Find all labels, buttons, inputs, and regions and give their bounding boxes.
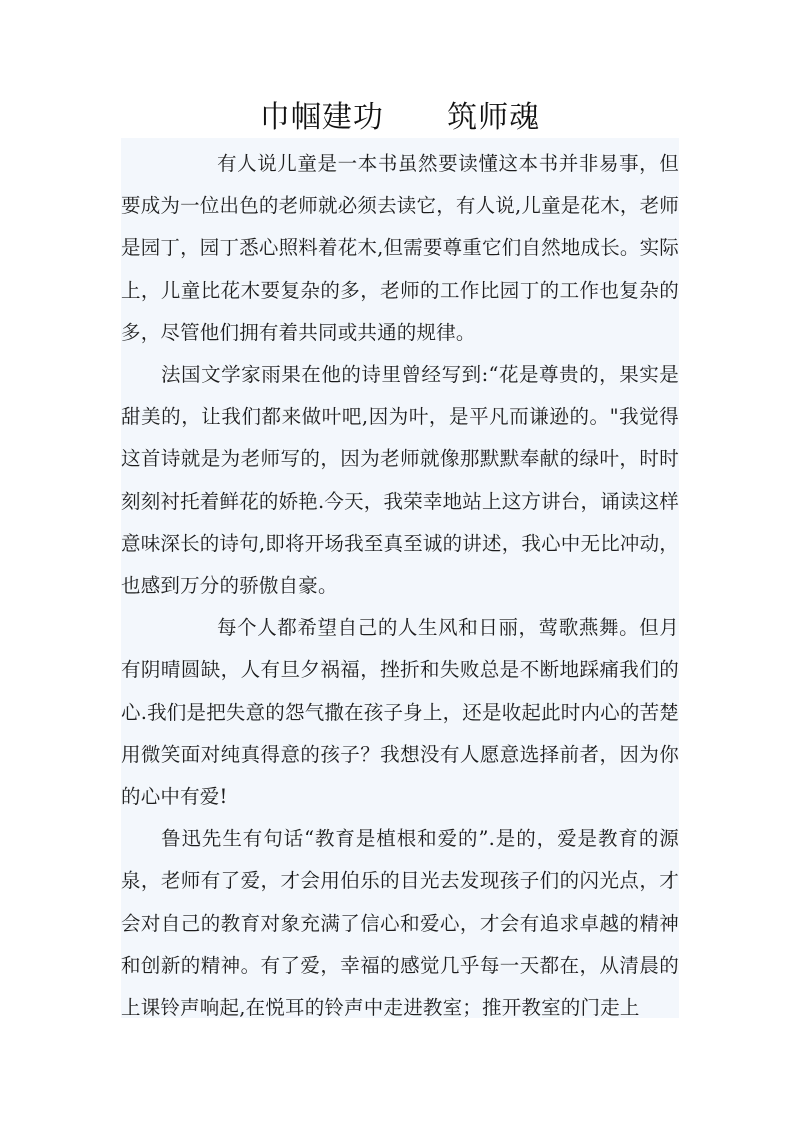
paragraph-2: 法国文学家雨果在他的诗里曾经写到:“花是尊贵的，果实是甜美的，让我们都来做叶吧,因为叶，是平凡而谦逊的。"我觉得这首诗就是为老师写的，因为老师就像那默默奉献的绿叶，时时刻刻衬托着鲜花的娇艳.今天，我荣幸地站上这方讲台，诵读这样意味深长的诗句,即将开场我至真至诚的讲述，我心中无比冲动，也感到万分的骄傲自豪。 xyxy=(121,363,679,598)
document-body xyxy=(121,143,679,1029)
paragraph-1: 有人说儿童是一本书虽然要读懂这本书并非易事，但要成为一位出色的老师就必须去读它，有人说,儿童是花木，老师是园丁，园丁悉心照料着花木,但需要尊重它们自然地成长。实际上，儿童比花木要复杂的多，老师的工作比园丁的工作也复杂的多，尽管他们拥有着共同或共通的规律。 xyxy=(121,152,679,344)
document-title: 巾帼建功 筑师魂 xyxy=(259,100,541,135)
paragraph-4: 鲁迅先生有句话“教育是植根和爱的”.是的，爱是教育的源泉，老师有了爱，才会用伯乐的目光去发现孩子们的闪光点，才会对自己的教育对象充满了信心和爱心，才会有追求卓越的精神和创新的精神。有了爱，幸福的感觉几乎每一天都在，从清晨的上课铃声响起,在悦耳的铃声中走进教室；推开教室的门走上 xyxy=(121,827,679,1020)
paragraph-3: 每个人都希望自己的人生风和日丽，莺歌燕舞。但月有阴晴圆缺，人有旦夕祸福，挫折和失败总是不断地踩痛我们的心.我们是把失意的怨气撒在孩子身上，还是收起此时内心的苦楚用微笑面对纯真得意的孩子？我想没有人愿意选择前者，因为你的心中有爱! xyxy=(121,616,679,809)
